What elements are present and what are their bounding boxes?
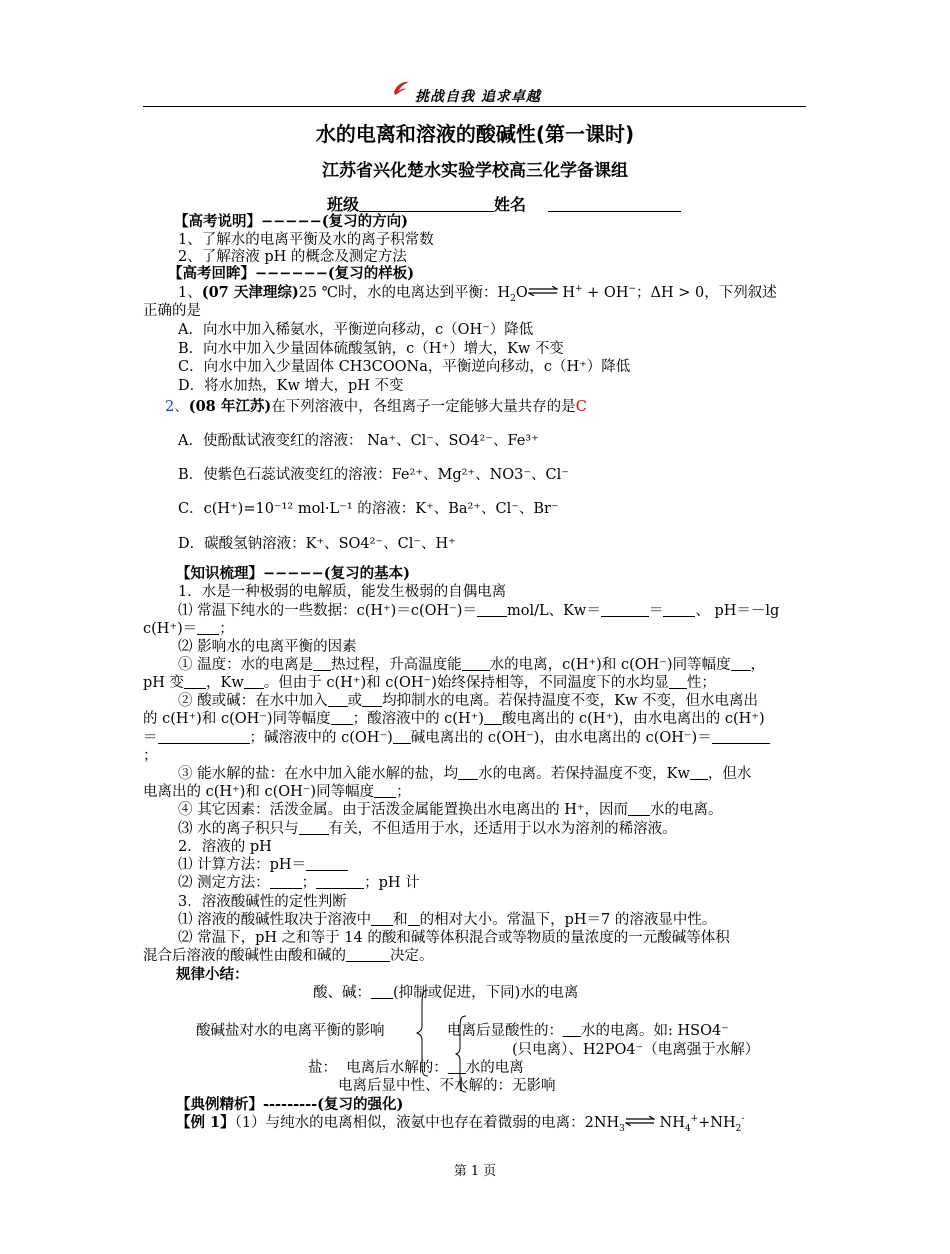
q1-option-c: C．向水中加入少量固体 CH3COONa，平衡逆向移动，c（H⁺）降低 (178, 359, 631, 375)
blank-degree[interactable] (731, 656, 751, 671)
q1-option-b: B．向水中加入少量固体硫酸氢钠，c（H⁺）增大，Kw 不变 (178, 341, 564, 357)
blank-method2[interactable] (316, 874, 364, 889)
blank-approx[interactable] (484, 710, 502, 725)
q1-stem-h: H (557, 285, 576, 301)
summary-acid-base: 酸、碱： (抑制或促进，下同)水的电离 (313, 985, 579, 1001)
q1-option-d: D．将水加热，Kw 增大，pH 不变 (178, 378, 404, 394)
q2-option-c: C．c(H⁺)=10⁻¹² mol·L⁻¹ 的溶液：K⁺、Ba²⁺、Cl⁻、Br⁻ (178, 501, 559, 517)
equilibrium-arrow-icon (528, 286, 558, 296)
q2-option-d: D．碳酸氢钠溶液：K⁺、SO4²⁻、Cl⁻、H⁺ (178, 536, 456, 552)
desc-item-2: 2、了解溶液 pH 的概念及测定方法 (178, 249, 407, 265)
q1-stem-line2: 正确的是 (143, 303, 201, 319)
header-rule (143, 106, 806, 107)
k-line-4: ⑵ 影响水的电离平衡的因素 (178, 639, 357, 655)
blank-strength[interactable] (346, 947, 390, 962)
page-title: 水的电离和溶液的酸碱性(第一课时) (315, 122, 635, 146)
summary-root: 酸碱盐对水的电离平衡的影响 (196, 1023, 385, 1039)
class-blank[interactable] (359, 197, 494, 212)
logo-icon (391, 78, 411, 98)
summary-label: 规律小结： (176, 966, 249, 983)
q2-number: 2、 (165, 399, 189, 415)
blank-neutral[interactable] (669, 674, 687, 689)
q1-stem-oh: + OH (582, 285, 629, 301)
blank-acid-base[interactable] (371, 984, 393, 999)
k-line-7: ② 酸或碱：在水中加入 或 均抑制水的电离。若保持温度不变，Kw 不变，但水电离出 (178, 693, 758, 709)
name-blank[interactable] (548, 197, 681, 212)
blank-ch-rel[interactable] (371, 911, 393, 926)
k-line-1: 1．水是一种极弱的电解质，能发生极弱的自偶电离 (178, 584, 507, 600)
example-1-label: 【例 1】 (176, 1114, 235, 1131)
class-label: 班级 (327, 195, 360, 214)
q1-stem-tail: ；ΔH > 0，下列叙述 (636, 285, 777, 301)
q2-option-b: B．使紫色石蕊试液变红的溶液：Fe²⁺、Mg²⁺、NO3⁻、Cl⁻ (178, 467, 569, 483)
blank-coh-rel[interactable] (408, 911, 420, 926)
q2-answer: C (575, 399, 587, 415)
page-number: 第 1 页 (453, 1164, 497, 1179)
summary-ionize-acid-2: (只电离）、H2PO4⁻（电离强于水解） (512, 1042, 760, 1058)
equilibrium-arrow-icon-2 (625, 1116, 655, 1126)
q2-source: (08 年江苏) (188, 398, 272, 415)
blank-h-water[interactable] (158, 729, 250, 744)
blank-oh-water[interactable] (712, 729, 770, 744)
q2-option-a: A．使酚酞试液变红的溶液： Na⁺、Cl⁻、SO4²⁻、Fe³⁺ (178, 433, 539, 449)
k-line-9b: ； (143, 748, 158, 764)
section-examples: 【典例精析】---------(复习的强化) (176, 1096, 404, 1113)
blank-method1[interactable] (270, 874, 302, 889)
example-1: 【例 1】（1）与纯水的电离相似，液氨中也存在着微弱的电离：$2NH_3$ $NH_4^++NH_2^-$ (176, 1114, 745, 1134)
k-line-12: ④ 其它因素：活泼金属。由于活泼金属能置换出水电离出的 H⁺，因而 水的电离。 (178, 802, 723, 818)
blank-ph-change[interactable] (184, 674, 206, 689)
k-line-16: ⑵ 测定方法： ； ；pH 计 (178, 875, 420, 891)
summary-neutral: 电离后显中性、不水解的：无影响 (338, 1078, 556, 1094)
blank-kw-change[interactable] (244, 674, 264, 689)
blank-salt-kw[interactable] (690, 765, 708, 780)
q1-stem-o: O (515, 285, 528, 301)
k-line-17: 3．溶液酸碱性的定性判断 (178, 894, 347, 910)
class-name-line (327, 192, 681, 215)
k-line-20: 混合后溶液的酸碱性由酸和碱的 决定。 (143, 948, 434, 964)
k-line-18: ⑴ 溶液的酸碱性取决于溶液中 和 的相对大小。常温下，pH＝7 的溶液显中性。 (178, 912, 717, 928)
blank-salt-promote[interactable] (458, 765, 478, 780)
k-line-6: pH 变 ，Kw 。但由于 c(H⁺)和 c(OH⁻)始终保持相等，不同温度下的水均显 性； (143, 675, 716, 691)
q1-stem-text: 25 ℃时，水的电离达到平衡：H (298, 285, 511, 301)
summary-ionize-acid: 电离后显酸性的： 水的电离。如: HSO4⁻ (447, 1023, 729, 1039)
k-line-14: 2．溶液的 pH (178, 839, 272, 855)
blank-salt-degree[interactable] (374, 783, 396, 798)
summary-salt: 盐： 电离后水解的： 水的电离 (308, 1060, 524, 1076)
blank-ionize-acid[interactable] (563, 1022, 581, 1037)
k-line-5: ① 温度：水的电离是 热过程，升高温度能 水的电离，c(H⁺)和 c(OH⁻)同等幅度 ， (178, 657, 766, 673)
blank-ph[interactable] (197, 620, 219, 635)
blank-temp[interactable] (299, 820, 329, 835)
q1-stem: 1、(07 天津理综)25 ℃时，水的电离达到平衡：$H_2O$ H+ + OH−；ΔH > 0，下列叙述 (178, 284, 777, 304)
k-line-10: ③ 能水解的盐：在水中加入能水解的盐，均 水的电离。若保持温度不变，Kw ，但水 (178, 766, 752, 782)
blank-promote[interactable] (462, 656, 490, 671)
blank-ph-calc[interactable] (306, 856, 348, 871)
q1-option-a: A．向水中加入稀氨水，平衡逆向移动，c（OH⁻）降低 (178, 322, 534, 338)
q2-stem-text: 在下列溶液中，各组离子一定能够大量共存的是 (271, 399, 576, 415)
k-line-3: c(H⁺)＝ ； (143, 621, 234, 637)
section-gaokao-desc: 【高考说明】−−−−−(复习的方向) (174, 213, 408, 230)
desc-item-1: 1、了解水的电离平衡及水的离子积常数 (178, 232, 434, 248)
header-motto: 挑战自我 追求卓越 (415, 89, 541, 105)
blank-decrease[interactable] (331, 710, 353, 725)
name-label: 姓名 (494, 195, 527, 214)
q2-stem (165, 398, 587, 416)
k-line-15: ⑴ 计算方法：pH＝ (178, 856, 348, 874)
blank-base[interactable] (362, 692, 382, 707)
k-line-11: 电离出的 c(H⁺)和 c(OH⁻)同等幅度 ； (143, 784, 411, 800)
k-line-2: ⑴ 常温下纯水的一些数据：c(H⁺)＝c(OH⁻)＝ mol/L、Kw＝ ＝ 、 pH＝－lg (178, 603, 780, 619)
q1-number: 1、 (178, 285, 202, 301)
blank-ch[interactable] (477, 602, 507, 617)
blank-acid[interactable] (328, 692, 348, 707)
blank-approx2[interactable] (393, 729, 411, 744)
page-subtitle: 江苏省兴化楚水实验学校高三化学备课组 (322, 161, 628, 181)
blank-heat[interactable] (313, 656, 331, 671)
q1-source: (07 天津理综) (201, 284, 299, 301)
k-line-8: 的 c(H⁺)和 c(OH⁻)同等幅度 ；酸溶液中的 c(H⁺) 酸电离出的 c(H⁺)，由水电离出的 c(H⁺) (143, 711, 765, 727)
blank-kw2[interactable] (663, 602, 695, 617)
section-gaokao-review: 【高考回眸】−−−−−−(复习的样板) (168, 265, 415, 282)
section-knowledge: 【知识梳理】−−−−−(复习的基本) (176, 565, 410, 582)
k-line-13: ⑶ 水的离子积只与 有关，不但适用于水，还适用于以水为溶剂的稀溶液。 (178, 821, 677, 837)
k-line-9: ＝ ；碱溶液中的 c(OH⁻) 碱电离出的 c(OH⁻)，由水电离出的 c(OH⁻)＝ (143, 729, 770, 747)
k-line-19: ⑵ 常温下，pH 之和等于 14 的酸和碱等体积混合或等物质的量浓度的一元酸碱等体积 (178, 930, 730, 946)
blank-hydrolyze[interactable] (448, 1059, 466, 1074)
blank-metal[interactable] (628, 801, 650, 816)
blank-kw1[interactable] (601, 602, 649, 617)
